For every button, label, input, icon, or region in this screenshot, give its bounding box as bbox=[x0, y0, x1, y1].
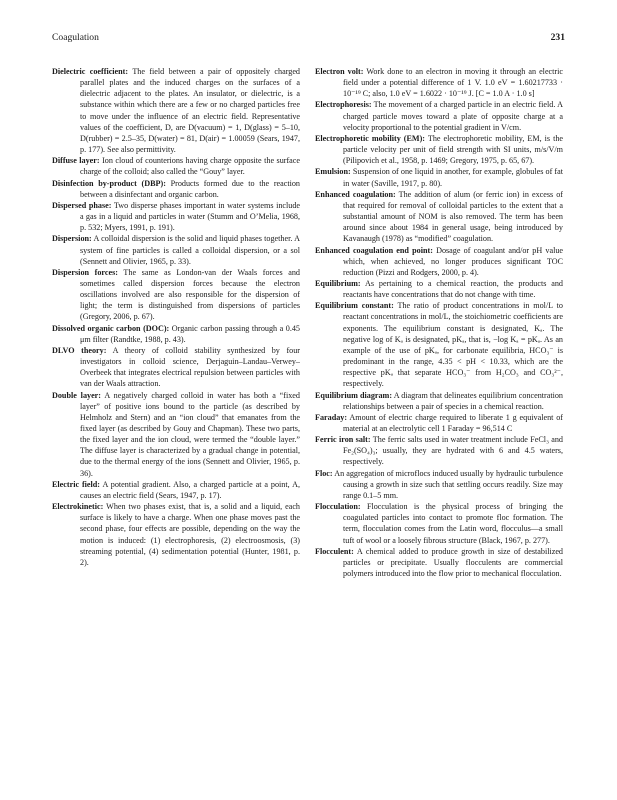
glossary-term: DLVO theory: bbox=[52, 345, 107, 355]
glossary-entry bbox=[315, 546, 563, 579]
glossary-definition: Amount of electric charge required to liberate 1 g equivalent of material at an electrolytic cell 1 Faraday = 96,514 C bbox=[343, 412, 563, 433]
glossary-term: Equilibrium constant: bbox=[315, 301, 394, 311]
glossary-entry bbox=[315, 166, 563, 188]
glossary-entry bbox=[315, 133, 563, 166]
glossary-term: Diffuse layer: bbox=[52, 156, 100, 166]
glossary-definition: The same as London-van der Waals forces and sometimes called dispersion forces because the electron oscillations involved are also responsible for the dispersion of light; the term is distinguished from dispersions of particles (Gregory, 2006, p. 67). bbox=[80, 267, 300, 322]
glossary-definition: Dosage of coagulant and/or pH value which, when achieved, no longer produces significant TOC reduction (Pizzi and Rodgers, 2000, p. 4). bbox=[343, 245, 563, 277]
glossary-definition: Organic carbon passing through a 0.45 μm filter (Randtke, 1988, p. 43). bbox=[80, 323, 300, 344]
glossary-definition: Flocculation is the physical process of bringing the coagulated particles into contact to promote floc formation. The term, flocculation comes from the Latin word, flocculus—a small tuft of wool or a loosely fibrous structure (Black, 1967, p. 277). bbox=[343, 502, 563, 545]
glossary-entry bbox=[52, 479, 300, 501]
glossary-term: Flocculent: bbox=[315, 546, 354, 556]
glossary-term: Dispersion forces: bbox=[52, 267, 118, 277]
glossary-term: Dielectric coefficient: bbox=[52, 67, 129, 76]
glossary-term: Dissolved organic carbon (DOC): bbox=[52, 323, 170, 333]
glossary-definition: A negatively charged colloid in water has both a “fixed layer” of positive ions bound to the particle (as described by Helmholz and Stern) and an “ion cloud” that emanates from the fixed layer (as described by Gouy and Chapman). These two parts, the fixed layer and the ion cloud, were termed the “double layer.” The diffuse layer is characterized by a gradual change in potential, due to the thermal energy of the ions (Sennett and Olivier, 1965, p. 36). bbox=[80, 390, 300, 478]
glossary-term: Floc: bbox=[315, 468, 333, 478]
glossary-entry bbox=[315, 278, 563, 300]
glossary-definition: The movement of a charged particle in an electric field. A charged particle moves toward a plate of opposite charge at a velocity proportional to the potential gradient in V/cm. bbox=[343, 100, 563, 132]
glossary-term: Electrokinetic: bbox=[52, 502, 104, 512]
glossary-entry bbox=[52, 155, 300, 177]
glossary-term: Faraday: bbox=[315, 412, 348, 422]
glossary-entry bbox=[52, 233, 300, 266]
glossary-entry bbox=[315, 189, 563, 245]
glossary-term: Equilibrium: bbox=[315, 278, 361, 288]
glossary-term: Enhanced coagulation: bbox=[315, 189, 396, 199]
glossary-entry bbox=[315, 501, 563, 546]
glossary-entry bbox=[315, 412, 563, 434]
glossary-term: Ferric iron salt: bbox=[315, 435, 371, 445]
right-column bbox=[315, 66, 563, 579]
glossary-entry bbox=[315, 390, 563, 412]
glossary-entry bbox=[315, 66, 563, 99]
glossary-entry bbox=[315, 434, 563, 467]
glossary-term: Dispersion: bbox=[52, 234, 92, 244]
glossary-entry bbox=[52, 390, 300, 479]
glossary-term: Dispersed phase: bbox=[52, 200, 112, 210]
glossary-term: Disinfection by-product (DBP): bbox=[52, 178, 166, 188]
glossary-definition: A potential gradient. Also, a charged particle at a point, A, causes an electric field (Sears, 1947, p. 17). bbox=[80, 479, 300, 500]
glossary-definition: The addition of alum (or ferric ion) in excess of that required for removal of colloidal particles to the extent that a substantial amount of NOM is also removed. The term has been around since about 1984 in general usage, being introduced by Kavanaugh (1978) as “modified” coagulation. bbox=[343, 189, 563, 244]
glossary-term: Electrophoretic mobility (EM): bbox=[315, 133, 426, 143]
glossary-definition: A chemical added to produce growth in size of destabilized particles or precipitate. Usually flocculents are commercial polymers introduced into the flow prior to mechanical flocculation. bbox=[343, 546, 563, 579]
glossary-definition: A diagram that delineates equilibrium concentration relationships between a pair of species in a chemical reaction. bbox=[343, 390, 563, 411]
glossary-term: Flocculation: bbox=[315, 502, 361, 512]
glossary-term: Electrophoresis: bbox=[315, 100, 372, 110]
running-header bbox=[52, 32, 565, 46]
glossary-definition: Work done to an electron in moving it through an electric field under a potential difference of 1 V. 1.0 eV = 1.60217733 · 10⁻¹⁹ C; also, 1.0 eV = 1.6022 · 10⁻¹⁹ J. [C = 1.0 A · 1.0 s] bbox=[343, 67, 563, 99]
glossary-definition: An aggregation of microflocs induced usually by hydraulic turbulence causing a growth in size such that settling occurs readily. Size may range 0.1–5 mm. bbox=[332, 468, 563, 500]
left-column bbox=[52, 66, 300, 568]
glossary-term: Enhanced coagulation end point: bbox=[315, 245, 433, 255]
glossary-entry bbox=[52, 267, 300, 323]
glossary-entry bbox=[52, 323, 300, 345]
glossary-definition: A colloidal dispersion is the solid and liquid phases together. A system of fine particles is called a colloidal dispersion, or a sol (Sennett and Olivier, 1965, p. 33). bbox=[80, 234, 300, 266]
glossary-entry bbox=[52, 200, 300, 233]
glossary-term: Equilibrium diagram: bbox=[315, 390, 393, 400]
glossary-entry bbox=[315, 99, 563, 132]
glossary-definition: Two disperse phases important in water systems include a gas in a liquid and particles in water (Stumm and O’Melia, 1968, p. 532; Myers, 1991, p. 191). bbox=[80, 200, 300, 233]
page-number: 231 bbox=[550, 32, 565, 43]
glossary-definition: Ion cloud of counterions having charge opposite the surface charge of the colloid; also called the “Gouy” layer. bbox=[80, 156, 300, 177]
glossary-entry bbox=[52, 501, 300, 568]
glossary-definition: Products formed due to the reaction between a disinfectant and organic carbon. bbox=[80, 178, 300, 199]
glossary-entry bbox=[52, 66, 300, 155]
glossary-term: Emulsion: bbox=[315, 167, 351, 177]
glossary-entry bbox=[315, 245, 563, 278]
glossary-entry bbox=[315, 468, 563, 501]
glossary-definition: The ratio of product concentrations in mol/L to reactant concentrations in mol/L, the stoichiometric coefficients are exponents. The equilibrium constant is designated, Kₐ. The negative log of Kₐ is designated, pKₐ, that is, −log Kₐ = pKₐ. As an example of the use of pKₐ, for carbonate equilibria, HCO₃⁻ is predominant in the range, 4.35 < pH < 10.33, which are the respective pKₐ that separate HCO₃⁻ from H₂CO₃ and CO₃²⁻, respectively. bbox=[343, 301, 563, 389]
glossary-definition: The electrophoretic mobility, EM, is the particle velocity per unit of field strength with SI units, m/s/V/m (Pilipovich et al., 1958, p. 1469; Gregory, 1975, p. 65, 67). bbox=[343, 133, 564, 166]
glossary-entry bbox=[315, 300, 563, 389]
section-title: Coagulation bbox=[52, 32, 99, 43]
glossary-term: Double layer: bbox=[52, 390, 101, 400]
glossary-entry bbox=[52, 178, 300, 200]
glossary-definition: The field between a pair of oppositely charged parallel plates and the induced charges on the surfaces of a dielectric adjacent to the plates. An insulator, or dielectric, is a substance within which there are a few or no charged particles free to move under the influence of an electric field. Representative values of the coefficient, D, are D(vacuum) = 1, D(glass) = 5–10, D(rubber) = 2.5–35, D(water) = 81, D(air) = 1.00059 (Sears, 1947, p. 177). See also permittivity. bbox=[80, 67, 300, 155]
glossary-definition: The ferric salts used in water treatment include FeCl₃ and Fe₂(SO₄)₃; usually, they are hydrated with 6 and 4.5 waters, respectively. bbox=[343, 435, 563, 467]
glossary-definition: A theory of colloid stability synthesized by four investigators in colloid science, Derjaguin–Landau–Verwey–Overbeek that integrates electrical repulsion between particles with van der Waals attraction. bbox=[80, 345, 300, 389]
glossary-entry bbox=[52, 345, 300, 390]
glossary-term: Electron volt: bbox=[315, 67, 364, 76]
glossary-term: Electric field: bbox=[52, 479, 101, 489]
glossary-definition: As pertaining to a chemical reaction, the products and reactants have concentrations that do not change with time. bbox=[343, 278, 563, 300]
glossary-definition: Suspension of one liquid in another, for example, globules of fat in water (Saville, 1917, p. 80). bbox=[343, 167, 563, 188]
glossary-definition: When two phases exist, that is, a solid and a liquid, each surface is likely to have a charge. When one phase moves past the second phase, four effects are possible, depending on the way the motion is induced: (1) electrophoresis, (2) electroosmosis, (3) streaming potential, (4) sedimentation potential (Hunter, 1981, p. 2). bbox=[80, 502, 300, 567]
